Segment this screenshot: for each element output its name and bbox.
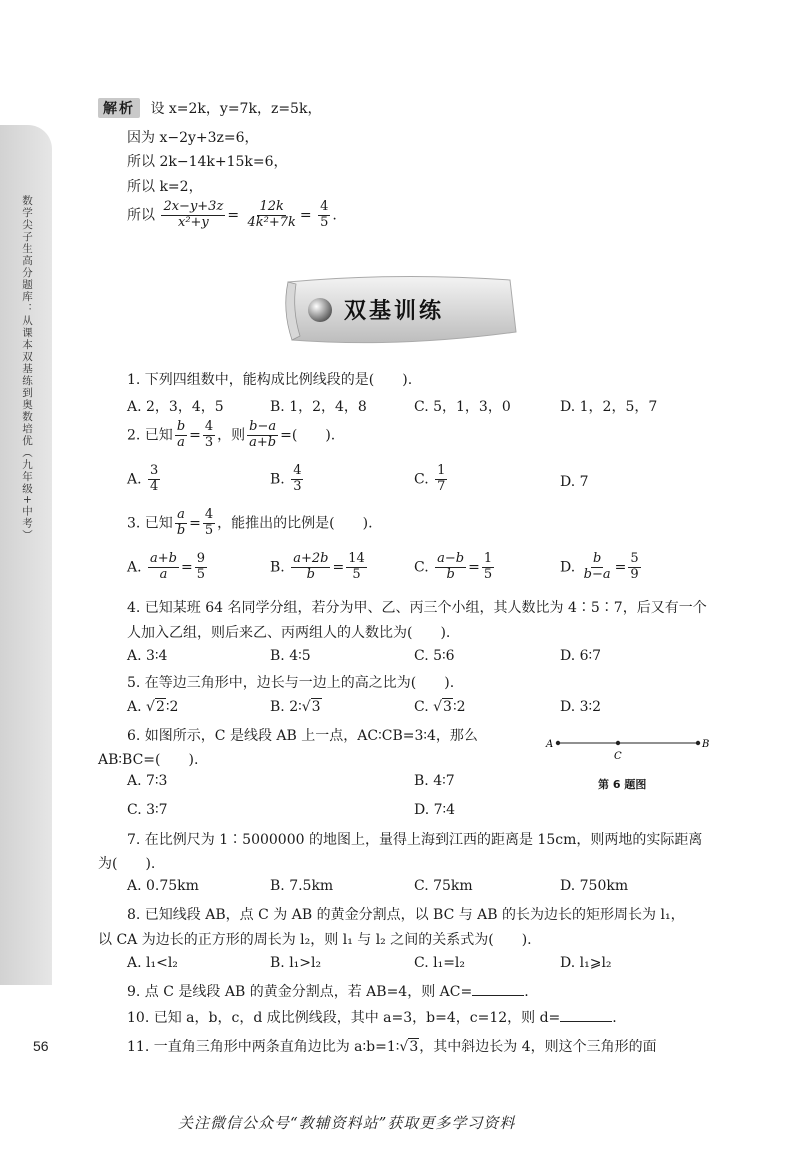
q1-option-a: A. 2，3，4，5: [127, 399, 224, 415]
solution-label: 解析: [98, 98, 140, 118]
label-a: A: [546, 739, 554, 750]
q7-option-d: D. 750km: [560, 878, 629, 894]
q8-option-c: C. l₁=l₂: [414, 955, 466, 971]
q3-option-c: C. $\frac{a-b}{b}$ = $\frac{1}{5}$: [414, 551, 493, 582]
book-title-vertical: 数学尖子生高分题库：从课本双基练到奥数培优（九年级+中考）: [21, 195, 33, 542]
q1-option-d: D. 1，2，5，7: [560, 399, 658, 415]
q5-option-c: C. √3∶2: [414, 699, 466, 715]
q6-option-a: A. 7∶3: [127, 773, 168, 789]
solution-line-2: 因为 x−2y+3z=6，: [127, 130, 259, 146]
q4-option-c: C. 5∶6: [414, 648, 455, 664]
question-1-stem: 1. 下列四组数中，能构成比例线段的是( ).: [127, 372, 413, 388]
solution-line-5: 所以 $\frac{2x-y+3z}{\text{x²+y}}$ = $\frac{12k}{\text{4k²+7k}}$ = $\frac{4}{5}$ .: [127, 199, 337, 230]
solution-line-4: 所以 k=2，: [127, 179, 203, 195]
question-6-line-1: 6. 如图所示，C 是线段 AB 上一点，AC∶CB=3∶4，那么: [127, 728, 478, 744]
answer-blank[interactable]: [472, 983, 524, 996]
q3-option-a: A. $\frac{a+b}{a}$ = $\frac{9}{5}$: [127, 551, 205, 582]
q2-option-b: B. $\frac{4}{3}$: [270, 463, 302, 494]
section-banner: [278, 270, 523, 350]
q6-figure-caption: 第 6 题图: [598, 778, 647, 791]
bullet-ball-icon: [308, 298, 332, 322]
q5-option-a: A. √2∶2: [127, 699, 179, 715]
question-4-line-2: 人加入乙组，则后来乙、丙两组人的人数比为( ).: [127, 625, 451, 641]
question-3-stem: 3. 已知 $\frac{a}{b}$ = $\frac{4}{5}$ ，能推出的比例是( ).: [127, 507, 373, 538]
q7-option-a: A. 0.75km: [127, 878, 199, 894]
question-6-line-2: AB∶BC=( ).: [98, 752, 199, 768]
question-10-stem: 10. 已知 a，b，c，d 成比例线段，其中 a=3，b=4，c=12，则 d= .: [127, 1010, 617, 1026]
q2-option-d: D. 7: [560, 474, 589, 490]
q4-option-a: A. 3∶4: [127, 648, 168, 664]
point-a: [556, 741, 560, 745]
q2-option-c: C. $\frac{1}{7}$: [414, 463, 446, 494]
q4-option-d: D. 6∶7: [560, 648, 602, 664]
q5-option-d: D. 3∶2: [560, 699, 602, 715]
q8-option-a: A. l₁<l₂: [127, 955, 178, 971]
footer-notice: 关注微信公众号“教辅资料站”获取更多学习资料: [178, 1114, 516, 1132]
question-2-stem: 2. 已知 $\frac{b}{a}$ = $\frac{4}{3}$ ，则 $\frac{b-a}{a+b}$ =( ).: [127, 419, 336, 450]
q1-option-c: C. 5，1，3，0: [414, 399, 511, 415]
q7-option-c: C. 75km: [414, 878, 473, 894]
banner-title: 双基训练: [344, 299, 445, 324]
q7-option-b: B. 7.5km: [270, 878, 334, 894]
q5-option-b: B. 2∶√3: [270, 699, 321, 715]
page-number: 56: [33, 1038, 49, 1054]
question-5-stem: 5. 在等边三角形中，边长与一边上的高之比为( ).: [127, 675, 455, 691]
q3-option-b: B. $\frac{a+2b}{b}$ = $\frac{14}{5}$: [270, 551, 365, 582]
label-c: C: [614, 751, 622, 762]
q8-option-d: D. l₁⩾l₂: [560, 955, 612, 971]
solution-line-1: 解析 设 x=2k，y=7k，z=5k，: [98, 98, 321, 118]
q6-line-segment-figure: [540, 732, 715, 762]
question-9-stem: 9. 点 C 是线段 AB 的黄金分割点，若 AB=4，则 AC= .: [127, 984, 529, 1000]
q6-option-b: B. 4∶7: [414, 773, 455, 789]
q8-option-b: B. l₁>l₂: [270, 955, 322, 971]
label-b: B: [702, 739, 710, 750]
question-8-line-2: 以 CA 为边长的正方形的周长为 l₂，则 l₁ 与 l₂ 之间的关系式为( ).: [98, 932, 532, 948]
solution-line-3: 所以 2k−14k+15k=6，: [127, 154, 288, 170]
question-11-stem: 11. 一直角三角形中两条直角边比为 a∶b=1∶√3，其中斜边长为 4，则这个三角形的面: [127, 1039, 657, 1055]
point-b: [696, 741, 700, 745]
q1-option-b: B. 1，2，4，8: [270, 399, 367, 415]
q6-option-c: C. 3∶7: [127, 802, 168, 818]
question-4-line-1: 4. 已知某班 64 名同学分组，若分为甲、乙、丙三个小组，其人数比为 4∶5∶7，后又有一个: [127, 600, 707, 616]
q6-option-d: D. 7∶4: [414, 802, 456, 818]
question-7-line-2: 为( ).: [98, 856, 156, 872]
question-8-line-1: 8. 已知线段 AB，点 C 为 AB 的黄金分割点，以 BC 与 AB 的长为边长的矩形周长为 l₁，: [127, 907, 685, 923]
question-7-line-1: 7. 在比例尺为 1∶5000000 的地图上，量得上海到江西的距离是 15cm，则两地的实际距离: [127, 832, 703, 848]
point-c: [616, 741, 620, 745]
q3-option-d: D. $\frac{b}{b-a}$ = $\frac{5}{9}$: [560, 551, 639, 582]
answer-blank[interactable]: [560, 1009, 612, 1022]
q4-option-b: B. 4∶5: [270, 648, 311, 664]
q2-option-a: A. $\frac{3}{4}$: [127, 463, 159, 494]
